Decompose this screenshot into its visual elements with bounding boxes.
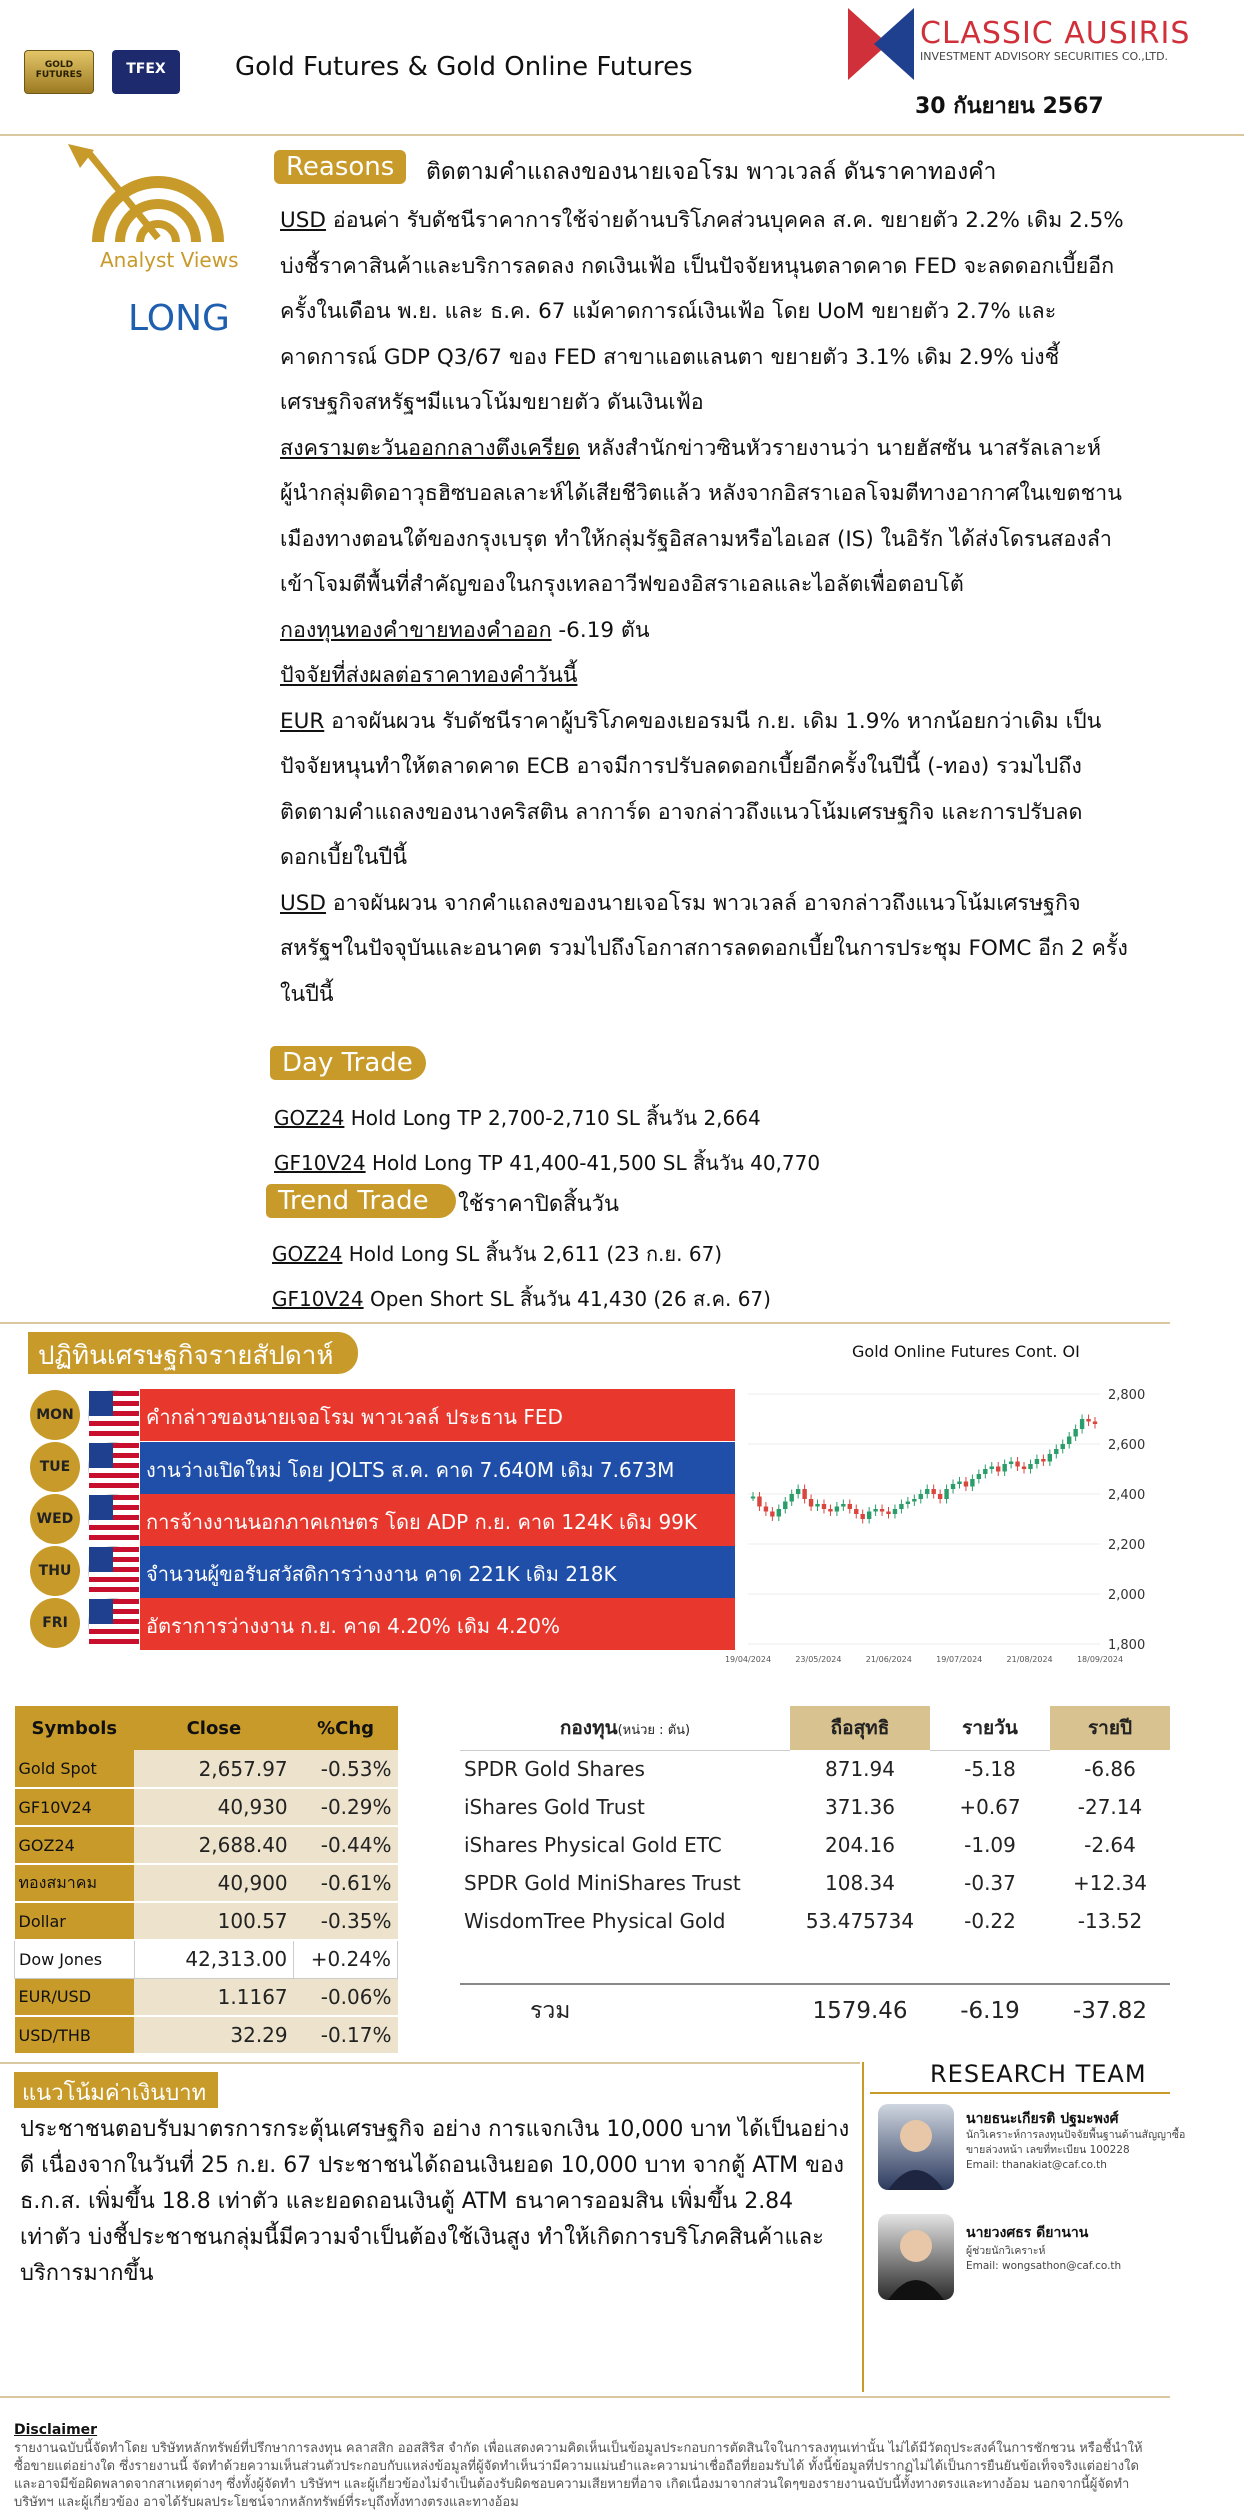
analyst-name: นายธนะเกียรติ ปฐมะพงศ์ — [966, 2111, 1119, 2127]
candle-body — [906, 1502, 910, 1505]
close-cell: 32.29 — [134, 2016, 293, 2054]
us-flag-icon — [88, 1546, 138, 1596]
col-header-daily: รายวัน — [930, 1706, 1050, 1750]
usd-line: บ่งชี้ราคาสินค้าและบริการลดลง กดเงินเฟ้อ เป็นปัจจัยหนุนตลาดคาด FED จะลดดอกเบี้ยอีก — [280, 253, 1115, 279]
usd-label: USD — [280, 208, 326, 233]
calendar-event: คำกล่าวของนายเจอโรม พาวเวลล์ ประธาน FED — [140, 1389, 735, 1441]
day-trade-tag: Day Trade — [270, 1046, 426, 1080]
chg-cell: -0.61% — [294, 1864, 398, 1902]
fund-yearly: -13.52 — [1077, 1909, 1143, 1933]
research-team-border — [862, 2062, 864, 2392]
classic-ausiris-logo-icon — [848, 6, 914, 82]
baht-outlook-title: แนวโน้มค่าเงินบาท — [14, 2072, 218, 2108]
candle-body — [1073, 1429, 1077, 1437]
candle-body — [1093, 1422, 1097, 1425]
candle-body — [893, 1509, 897, 1514]
eur-line: ดอกเบี้ยในปีนี้ — [280, 845, 408, 870]
fund-name: WisdomTree Physical Gold — [464, 1909, 726, 1933]
baht-line: ประชาชนตอบรับมาตรการกระตุ้นเศรษฐกิจ อย่าง การแจกเงิน 10,000 บาท ได้เป็นอย่าง — [20, 2117, 850, 2142]
fund-net: 871.94 — [825, 1757, 895, 1781]
trend-trade-tag: Trend Trade — [266, 1184, 456, 1218]
tfex-logo — [112, 50, 180, 94]
fund-daily: -0.22 — [964, 1909, 1016, 1933]
close-cell: 100.57 — [134, 1902, 293, 1940]
candle-body — [919, 1494, 923, 1499]
candle-body — [925, 1489, 929, 1494]
x-tick-label: 23/05/2024 — [795, 1655, 842, 1664]
candle-body — [1041, 1459, 1045, 1462]
col-header-close: Close — [134, 1706, 293, 1750]
candle-body — [770, 1512, 774, 1517]
table-row — [460, 1788, 1170, 1826]
candle-body — [1022, 1467, 1026, 1470]
symbol-cell: EUR/USD — [15, 1978, 135, 2016]
candle-body — [751, 1497, 755, 1499]
close-cell: 40,930 — [134, 1788, 293, 1826]
candle-body — [1048, 1454, 1052, 1462]
avatar — [878, 2104, 954, 2190]
table-row — [460, 1750, 1170, 1788]
candle-body — [796, 1489, 800, 1494]
candle-body — [867, 1512, 871, 1520]
baht-line: บริการมากขึ้น — [20, 2261, 154, 2286]
assistant-name: นายวงศธร ดียานาน — [966, 2225, 1089, 2241]
close-cell: 2,657.97 — [134, 1750, 293, 1788]
usd2-line: สหรัฐฯในปัจจุบันและอนาคต รวมไปถึงโอกาสการลดดอกเบี้ยในการประชุม FOMC อีก 2 ครั้ง — [280, 936, 1128, 961]
candle-body — [1061, 1444, 1065, 1449]
disclaimer-line: และอาจมีข้อผิดพลาดจากสาเหตุต่างๆ ซึ่งทั้งผู้จัดทำ บริษัทฯ และผู้เกี่ยวข้องไม่จำเป็นต้องรับผิดชอบความเสียหายที่อาจ เกิดเนื่องมาจากส่วนใดๆของรายงานฉบับนี้ทั้งทางตรงและทางอ้อม นอกจากนี้ผู้จัดทำ — [14, 2477, 1130, 2492]
fund-header-name: กองทุน — [559, 1716, 618, 1739]
baht-line: ธ.ก.ส. เพิ่มขึ้น 18.8 เท่าตัว และยอดถอนเงินตู้ ATM ธนาคารออมสิน เพิ่มขึ้น 2.84 — [20, 2189, 794, 2214]
candle-body — [822, 1504, 826, 1509]
symbol-cell: USD/THB — [15, 2016, 135, 2054]
candle-body — [899, 1504, 903, 1509]
fund-daily: -5.18 — [964, 1757, 1016, 1782]
trend-trade-symbol: GF10V24 — [272, 1287, 364, 1311]
analyst-role: นักวิเคราะห์การลงทุนปัจจัยพื้นฐานด้านสัญญาซื้อ — [966, 2129, 1186, 2141]
fund-yearly: -6.86 — [1084, 1757, 1136, 1781]
candle-body — [990, 1467, 994, 1470]
x-tick-label: 19/07/2024 — [936, 1655, 983, 1664]
assistant-email: Email: wongsathon@caf.co.th — [966, 2260, 1122, 2272]
total-net: 1579.46 — [812, 1997, 908, 2024]
trend-trade-item — [272, 1238, 722, 1270]
trend-trade-note: ใช้ราคาปิดสิ้นวัน — [458, 1192, 620, 1217]
chart-title: Gold Online Futures Cont. OI — [852, 1342, 1080, 1361]
disclaimer-title: Disclaimer — [14, 2422, 98, 2438]
war-line: เข้าโจมตีพื้นที่สำคัญของในกรุงเทลอาวีฟของอิสราเอลและไอลัตเพื่อตอบโต้ — [280, 572, 964, 597]
symbols-table — [14, 1706, 398, 2055]
gold-funds-table — [460, 1706, 1170, 2036]
candle-body — [970, 1479, 974, 1487]
usd-line: อ่อนค่า รับดัชนีราคาการใช้จ่ายด้านบริโภคส่วนบุคคล ส.ค. ขยายตัว 2.2% เดิม 2.5% — [325, 208, 1124, 233]
analyst-license: ขายล่วงหน้า เลขที่ทะเบียน 100228 — [966, 2144, 1130, 2156]
war-line: เมืองทางตอนใต้ของกรุงเบรุต ทำให้กลุ่มรัฐอิสลามหรือไอเอส (IS) ในอิรัก ได้ส่งโดรนสองลำ — [280, 526, 1112, 552]
fund-yearly: +12.34 — [1072, 1871, 1147, 1895]
trend-trade-item — [272, 1283, 771, 1315]
day-badge-fri: FRI — [30, 1598, 80, 1648]
x-tick-label: 19/04/2024 — [724, 1655, 772, 1664]
chg-cell: +0.24% — [294, 1940, 398, 1978]
candle-body — [848, 1504, 852, 1509]
x-tick-label: 18/09/2024 — [1076, 1655, 1124, 1664]
eur-line: อาจผันผวน รับดัชนีราคาผู้บริโภคของเยอรมนี ก.ย. เดิม 1.9% หากน้อยกว่าเดิม เป็น — [324, 708, 1102, 734]
disclaimer-text — [14, 2440, 1234, 2512]
trend-trade-text: Hold Long SL สิ้นวัน 2,611 (23 ก.ย. 67) — [342, 1242, 723, 1266]
candle-body — [790, 1494, 794, 1502]
war-label: สงครามตะวันออกกลางตึงเครียด — [280, 435, 580, 461]
analyst-email: Email: thanakiat@caf.co.th — [966, 2159, 1107, 2171]
usd-line: ครั้งในเดือน พ.ย. และ ธ.ค. 67 แม้คาดการณ์เงินเฟ้อ โดย UoM ขยายตัว 2.7% และ — [280, 299, 1057, 324]
candle-body — [841, 1504, 845, 1507]
calendar-event: อัตราการว่างงาน ก.ย. คาด 4.20% เดิม 4.20% — [140, 1598, 735, 1650]
assistant-role: ผู้ช่วยนักวิเคราะห์ — [966, 2245, 1046, 2257]
report-date: 30 กันยายน 2567 — [915, 94, 1104, 119]
usd-line: คาดการณ์ GDP Q3/67 ของ FED สาขาแอตแลนตา ขยายตัว 3.1% เดิม 2.9% บ่งชี้ — [280, 344, 1060, 370]
section-divider — [0, 2062, 860, 2064]
fund-name: SPDR Gold MiniShares Trust — [464, 1871, 741, 1895]
eur-line: ติดตามคำแถลงของนางคริสติน ลาการ์ด อาจกล่าวถึงแนวโน้มเศรษฐกิจ และการปรับลด — [280, 799, 1083, 825]
candle-body — [957, 1482, 961, 1485]
total-daily: -6.19 — [960, 1997, 1020, 2024]
fund-header-unit: (หน่วย : ตัน) — [617, 1722, 691, 1738]
candle-body — [860, 1514, 864, 1519]
fund-yearly: -27.14 — [1077, 1795, 1143, 1819]
candle-body — [931, 1489, 935, 1494]
usd2-line: ในปีนี้ — [280, 981, 334, 1007]
header-divider — [0, 134, 1244, 136]
total-row — [460, 1984, 1170, 2036]
table-row — [15, 2016, 398, 2054]
fund-name: iShares Gold Trust — [464, 1795, 645, 1819]
analyst-views-label: Analyst Views — [100, 248, 239, 272]
total-label: รวม — [530, 1997, 571, 2024]
candle-body — [886, 1512, 890, 1515]
fund-net: 108.34 — [825, 1871, 895, 1895]
close-cell: 40,900 — [134, 1864, 293, 1902]
section-divider — [0, 2396, 1170, 2398]
reasons-headline: ติดตามคำแถลงของนายเจอโรม พาวเวลล์ ดันราคาทองคำ — [426, 159, 997, 185]
candle-body — [809, 1499, 813, 1507]
brand-name: CLASSIC AUSIRIS — [920, 16, 1191, 51]
table-row — [460, 1902, 1170, 1940]
candle-body — [815, 1504, 819, 1507]
fund-daily: -0.37 — [964, 1871, 1016, 1895]
fund-daily: -1.09 — [964, 1833, 1016, 1857]
table-row — [15, 1940, 398, 1978]
fund-name: SPDR Gold Shares — [464, 1757, 645, 1782]
day-badge-tue: TUE — [30, 1442, 80, 1492]
candle-body — [964, 1482, 968, 1487]
fund-name: iShares Physical Gold ETC — [464, 1833, 722, 1857]
candle-body — [912, 1499, 916, 1502]
candle-body — [1009, 1462, 1013, 1465]
war-line: หลังสำนักข่าวซินหัวรายงานว่า นายฮัสซัน นาสรัลเลาะห์ — [579, 435, 1102, 461]
calendar-event: การจ้างงานนอกภาคเกษตร โดย ADP ก.ย. คาด 124K เดิม 99K — [140, 1494, 735, 1546]
eur-line: ปัจจัยหนุนทำให้ตลาดคาด ECB อาจมีการปรับลดดอกเบี้ยอีกครั้งในปีนี้ (-ทอง) รวมไปถึง — [280, 754, 1082, 779]
fund-daily: +0.67 — [959, 1795, 1021, 1819]
candle-body — [1015, 1462, 1019, 1467]
eur-label: EUR — [280, 708, 325, 734]
fund-flow-value: -6.19 ตัน — [551, 617, 650, 643]
day-trade-item — [274, 1102, 761, 1134]
avatar — [878, 2214, 954, 2300]
candle-body — [1054, 1449, 1058, 1454]
x-tick-label: 21/08/2024 — [1006, 1655, 1053, 1664]
day-trade-symbol: GF10V24 — [274, 1151, 366, 1175]
fund-net: 371.36 — [825, 1795, 895, 1819]
candle-body — [938, 1494, 942, 1499]
baht-line: ดี เนื่องจากในวันที่ 25 ก.ย. 67 ประชาชนได้ถอนเงินยอด 10,000 บาท จากตู้ ATM ของ — [20, 2153, 845, 2178]
disclaimer-line: ซื้อขายแต่อย่างใด ซึ่งรายงานนี้ จัดทำด้วยความเห็นส่วนตัวประกอบกับแหล่งข้อมูลที่ผู้จัดทำเห็นว่ามีความแม่นยำและความน่าเชื่อถือที่ยอมรับได้ ทั้งนี้ข้อมูลที่ปรากฏไม่ได้เป็นการยืนยันข้อเท็จจริงแต่อย่างใด — [14, 2459, 1139, 2474]
y-tick-label: 2,400 — [1108, 1488, 1146, 1503]
fund-flow-label: กองทุนทองคำขายทองคำออก — [280, 617, 552, 643]
candle-body — [951, 1484, 955, 1489]
close-cell: 2,688.40 — [134, 1826, 293, 1864]
weekly-calendar-title: ปฏิทินเศรษฐกิจรายสัปดาห์ — [28, 1332, 358, 1374]
table-row — [15, 1978, 398, 2016]
candle-body — [873, 1509, 877, 1512]
reasons-body — [280, 198, 1160, 1017]
chg-cell: -0.06% — [294, 1978, 398, 2016]
col-header-yearly: รายปี — [1050, 1706, 1170, 1750]
y-tick-label: 2,200 — [1108, 1538, 1146, 1553]
close-cell: 1.1167 — [134, 1978, 293, 2016]
day-trade-text: Hold Long TP 2,700-2,710 SL สิ้นวัน 2,664 — [344, 1106, 761, 1130]
col-header-symbols: Symbols — [15, 1706, 135, 1750]
usd-line: เศรษฐกิจสหรัฐฯมีแนวโน้มขยายตัว ดันเงินเฟ้อ — [280, 390, 704, 415]
candle-body — [835, 1507, 839, 1512]
symbol-cell: ทองสมาคม — [15, 1864, 135, 1902]
col-header-fund — [460, 1706, 790, 1750]
table-row — [15, 1902, 398, 1940]
chg-cell: -0.53% — [294, 1750, 398, 1788]
y-tick-label: 2,800 — [1108, 1388, 1146, 1403]
symbol-cell: GF10V24 — [15, 1788, 135, 1826]
disclaimer-line: บริษัทฯ และผู้เกี่ยวข้อง อาจได้รับผลประโยชน์จากหลักทรัพย์ที่ระบุถึงทั้งทางตรงและทางอ้อม — [14, 2495, 519, 2510]
brand-subtitle: INVESTMENT ADVISORY SECURITIES CO.,LTD. — [920, 50, 1169, 63]
candle-body — [802, 1489, 806, 1499]
research-team-title: RESEARCH TEAM — [930, 2060, 1147, 2088]
candle-body — [983, 1469, 987, 1474]
candle-body — [1002, 1464, 1006, 1472]
usd2-label: USD — [280, 890, 326, 916]
day-trade-item — [274, 1147, 820, 1179]
table-row — [15, 1750, 398, 1788]
baht-line: เท่าตัว บ่งชี้ประชาชนกลุ่มนี้มีความจำเป็นต้องใช้เงินสูง ทำให้เกิดการบริโภคสินค้าและ — [20, 2225, 824, 2250]
calendar-event: จำนวนผู้ขอรับสวัสดิการว่างงาน คาด 221K เดิม 218K — [140, 1546, 735, 1598]
candle-body — [1067, 1437, 1071, 1445]
x-tick-label: 21/06/2024 — [865, 1655, 912, 1664]
chg-cell: -0.17% — [294, 2016, 398, 2054]
y-tick-label: 2,000 — [1108, 1588, 1146, 1603]
day-badge-mon: MON — [30, 1390, 80, 1440]
target-arrow-icon — [58, 142, 258, 252]
chg-cell: -0.44% — [294, 1826, 398, 1864]
us-flag-icon — [88, 1442, 138, 1492]
gold-futures-logo — [24, 50, 94, 94]
us-flag-icon — [88, 1494, 138, 1544]
table-row — [460, 1826, 1170, 1864]
table-row — [15, 1826, 398, 1864]
chg-cell: -0.29% — [294, 1788, 398, 1826]
symbol-cell: Dollar — [15, 1902, 135, 1940]
analyst-info — [966, 2128, 1185, 2173]
usd2-line: อาจผันผวน จากคำแถลงของนายเจอโรม พาวเวลล์ อาจกล่าวถึงแนวโน้มเศรษฐกิจ — [325, 890, 1081, 916]
candle-body — [783, 1502, 787, 1510]
close-cell: 42,313.00 — [134, 1940, 293, 1978]
research-title-underline — [870, 2092, 1170, 2094]
analyst-view-long: LONG — [128, 298, 230, 339]
candle-body — [1086, 1419, 1090, 1422]
candle-body — [1080, 1419, 1084, 1429]
chg-cell: -0.35% — [294, 1902, 398, 1940]
baht-outlook-text — [20, 2112, 860, 2292]
day-trade-text: Hold Long TP 41,400-41,500 SL สิ้นวัน 40,770 — [365, 1151, 821, 1175]
assistant-info — [966, 2244, 1121, 2274]
y-tick-label: 2,600 — [1108, 1438, 1146, 1453]
candle-body — [764, 1507, 768, 1512]
war-line: ผู้นำกลุ่มติดอาวุธฮิซบอลเลาะห์ได้เสียชีวิตแล้ว หลังจากอิสราเอลโจมตีทางอากาศในเขตชาน — [280, 481, 1122, 506]
fund-net: 204.16 — [825, 1833, 895, 1857]
section-divider — [0, 1322, 1170, 1324]
table-row — [15, 1788, 398, 1826]
fund-net: 53.475734 — [805, 1909, 915, 1933]
candle-body — [996, 1467, 1000, 1472]
candle-body — [757, 1497, 761, 1507]
candle-body — [1028, 1464, 1032, 1469]
symbol-cell: Gold Spot — [15, 1750, 135, 1788]
day-badge-wed: WED — [30, 1494, 80, 1544]
calendar-event: งานว่างเปิดใหม่ โดย JOLTS ส.ค. คาด 7.640M เดิม 7.673M — [140, 1442, 735, 1494]
day-badge-thu: THU — [30, 1546, 80, 1596]
disclaimer-line: รายงานฉบับนี้จัดทำโดย บริษัทหลักทรัพย์ที่ปรึกษาการลงทุน คลาสสิก ออสสิริส จำกัด เพื่อแสดงความคิดเห็นเป็นข้อมูลประกอบการตัดสินใจในการลงทุนเท่านั้น ไม่ได้มีวัตถุประสงค์ในการชักชวน หรือชี้นำให้ — [14, 2441, 1143, 2456]
day-trade-symbol: GOZ24 — [274, 1106, 345, 1130]
us-flag-icon — [88, 1390, 138, 1440]
us-flag-icon — [88, 1598, 138, 1648]
gold-oi-chart — [724, 1372, 1170, 1672]
candle-body — [777, 1509, 781, 1517]
gold-logo-text: GOLD FUTURES — [35, 60, 83, 80]
tfex-logo-text: TFEX — [126, 61, 166, 77]
symbol-cell: Dow Jones — [15, 1940, 135, 1978]
fund-yearly: -2.64 — [1084, 1833, 1136, 1857]
candle-body — [1035, 1459, 1039, 1464]
candle-body — [977, 1474, 981, 1479]
table-row — [15, 1864, 398, 1902]
col-header-net: ถือสุทธิ — [790, 1706, 930, 1750]
trend-trade-text: Open Short SL สิ้นวัน 41,430 (26 ส.ค. 67) — [363, 1287, 771, 1311]
table-row — [460, 1864, 1170, 1902]
symbol-cell: GOZ24 — [15, 1826, 135, 1864]
factors-today-label: ปัจจัยที่ส่งผลต่อราคาทองคำวันนี้ — [280, 663, 578, 688]
candle-body — [854, 1509, 858, 1514]
reasons-tag: Reasons — [274, 150, 406, 184]
y-tick-label: 1,800 — [1108, 1638, 1146, 1653]
candle-body — [944, 1489, 948, 1499]
candle-body — [880, 1509, 884, 1512]
total-yearly: -37.82 — [1072, 1997, 1148, 2024]
trend-trade-symbol: GOZ24 — [272, 1242, 343, 1266]
col-header-chg: %Chg — [294, 1706, 398, 1750]
report-title: Gold Futures & Gold Online Futures — [235, 52, 693, 82]
candle-body — [828, 1509, 832, 1512]
